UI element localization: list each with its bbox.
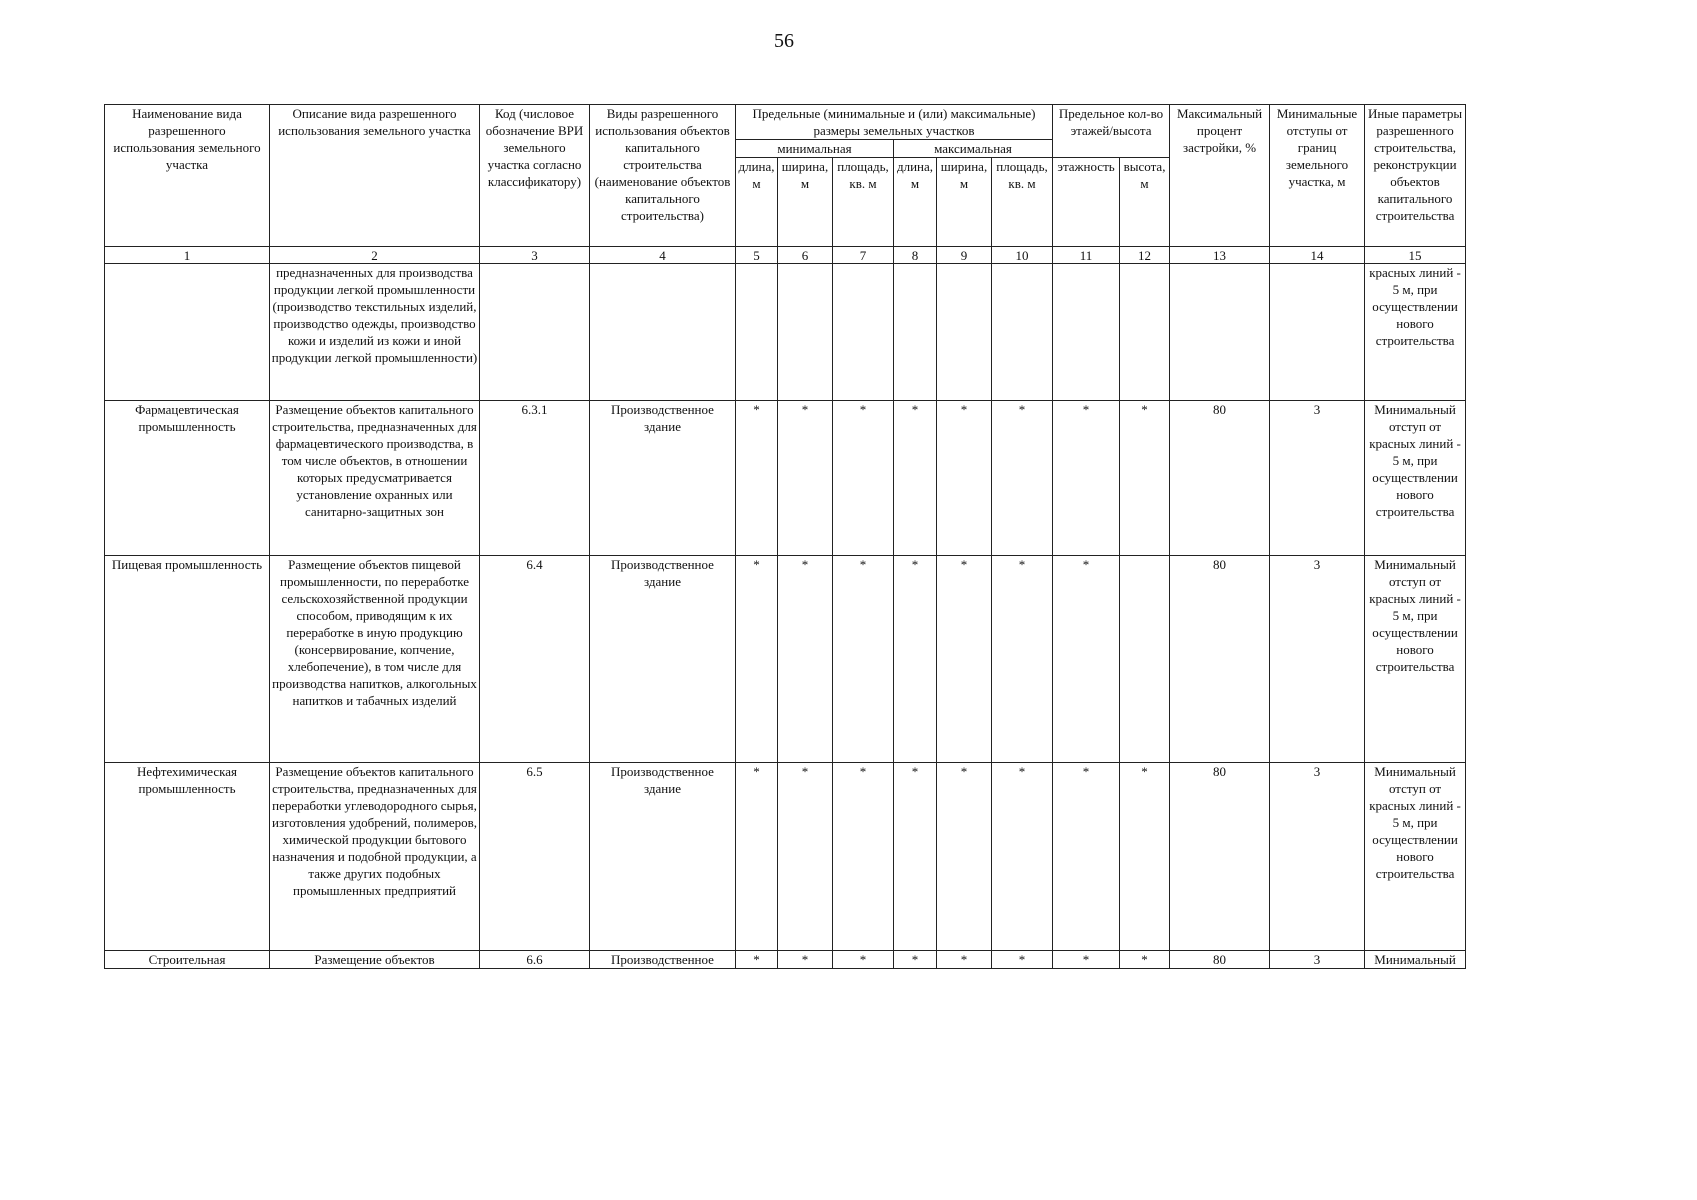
header-code: Код (числовое обозначение ВРИ земельного участка согласно классификатору) [480, 105, 590, 247]
header-minimum: минимальная [736, 140, 894, 158]
cell-oks: Производственное [590, 951, 736, 969]
cell-name [105, 264, 270, 401]
cell-other: Минимальный отступ от красных линий - 5 м, при осуществлении нового строительства [1365, 556, 1466, 763]
cell-min-width [778, 264, 833, 401]
cell-percent [1170, 264, 1270, 401]
table-row [105, 264, 1466, 401]
cell-oks: Производственное здание [590, 763, 736, 951]
land-use-regulations-table [104, 104, 1466, 969]
header-height: высота, м [1120, 158, 1170, 247]
cell-percent: 80 [1170, 951, 1270, 969]
cell-min-length: * [736, 401, 778, 556]
column-number: 7 [833, 247, 894, 264]
cell-max-width: * [937, 556, 992, 763]
cell-description: предназначенных для производства продукции легкой промышленности (производство текстильных изделий, производство одежды, производство кожи и изделий из кожи и иной продукции легкой промышленности) [270, 264, 480, 401]
cell-max-width [937, 264, 992, 401]
cell-setback: 3 [1270, 401, 1365, 556]
cell-min-area [833, 264, 894, 401]
header-max-area: площадь, кв. м [992, 158, 1053, 247]
cell-min-width: * [778, 401, 833, 556]
table-row [105, 401, 1466, 556]
column-number-row [105, 247, 1466, 264]
cell-height [1120, 556, 1170, 763]
cell-min-width: * [778, 951, 833, 969]
cell-max-area [992, 264, 1053, 401]
header-max-building-percent: Максимальный процент застройки, % [1170, 105, 1270, 247]
column-number: 6 [778, 247, 833, 264]
header-land-use-description: Описание вида разрешенного использования земельного участка [270, 105, 480, 247]
cell-min-area: * [833, 401, 894, 556]
cell-height: * [1120, 951, 1170, 969]
cell-code: 6.3.1 [480, 401, 590, 556]
cell-setback: 3 [1270, 556, 1365, 763]
cell-description: Размещение объектов [270, 951, 480, 969]
cell-max-length [894, 264, 937, 401]
cell-min-length: * [736, 951, 778, 969]
cell-max-length: * [894, 401, 937, 556]
cell-max-area: * [992, 401, 1053, 556]
cell-setback [1270, 264, 1365, 401]
page-number: 56 [774, 30, 794, 52]
cell-floors: * [1053, 401, 1120, 556]
cell-oks [590, 264, 736, 401]
cell-floors: * [1053, 763, 1120, 951]
header-min-length: длина, м [736, 158, 778, 247]
cell-other: Минимальный отступ от красных линий - 5 м, при осуществлении нового строительства [1365, 763, 1466, 951]
cell-code [480, 264, 590, 401]
column-number: 3 [480, 247, 590, 264]
cell-other: Минимальный отступ от красных линий - 5 м, при осуществлении нового строительства [1365, 401, 1466, 556]
column-number: 9 [937, 247, 992, 264]
cell-code: 6.6 [480, 951, 590, 969]
cell-percent: 80 [1170, 556, 1270, 763]
column-number: 5 [736, 247, 778, 264]
cell-other: Минимальный [1365, 951, 1466, 969]
column-number: 4 [590, 247, 736, 264]
cell-height: * [1120, 401, 1170, 556]
cell-name: Нефтехимическая промышленность [105, 763, 270, 951]
cell-max-width: * [937, 763, 992, 951]
cell-max-width: * [937, 401, 992, 556]
column-number: 8 [894, 247, 937, 264]
header-other-parameters: Иные параметры разрешенного строительства, реконструкции объектов капитального строительства [1365, 105, 1466, 247]
cell-floors: * [1053, 556, 1120, 763]
cell-code: 6.4 [480, 556, 590, 763]
cell-min-width: * [778, 763, 833, 951]
cell-name: Фармацевтическая промышленность [105, 401, 270, 556]
table-row [105, 556, 1466, 763]
header-max-width: ширина, м [937, 158, 992, 247]
header-plot-size-limits: Предельные (минимальные и (или) максимальные) размеры земельных участков [736, 105, 1053, 140]
column-number: 1 [105, 247, 270, 264]
cell-oks: Производственное здание [590, 401, 736, 556]
column-number: 14 [1270, 247, 1365, 264]
cell-name: Строительная [105, 951, 270, 969]
table-row [105, 763, 1466, 951]
cell-min-length: * [736, 556, 778, 763]
cell-description: Размещение объектов капитального строительства, предназначенных для фармацевтического производства, в том числе объектов, в отношении которых предусматривается установление охранных или санитарно-защитных зон [270, 401, 480, 556]
table-row [105, 951, 1466, 969]
header-min-area: площадь, кв. м [833, 158, 894, 247]
cell-min-area: * [833, 763, 894, 951]
cell-percent: 80 [1170, 763, 1270, 951]
header-floors-height-limits: Предельное кол-во этажей/высота [1053, 105, 1170, 158]
header-floors: этажность [1053, 158, 1120, 247]
column-number: 11 [1053, 247, 1120, 264]
cell-max-width: * [937, 951, 992, 969]
cell-percent: 80 [1170, 401, 1270, 556]
cell-code: 6.5 [480, 763, 590, 951]
cell-setback: 3 [1270, 763, 1365, 951]
header-land-use-name: Наименование вида разрешенного использования земельного участка [105, 105, 270, 247]
cell-min-length [736, 264, 778, 401]
header-min-setbacks: Минимальные отступы от границ земельного участка, м [1270, 105, 1365, 247]
header-oks-types: Виды разрешенного использования объектов капитального строительства (наименование объектов капитального строительства) [590, 105, 736, 247]
cell-min-width: * [778, 556, 833, 763]
cell-max-area: * [992, 556, 1053, 763]
cell-min-area: * [833, 951, 894, 969]
cell-floors [1053, 264, 1120, 401]
cell-max-length: * [894, 951, 937, 969]
column-number: 2 [270, 247, 480, 264]
cell-description: Размещение объектов капитального строительства, предназначенных для переработки углеводородного сырья, изготовления удобрений, полимеров, химической продукции бытового назначения и подобной продукции, а также других подобных промышленных предприятий [270, 763, 480, 951]
cell-description: Размещение объектов пищевой промышленности, по переработке сельскохозяйственной продукции способом, приводящим к их переработке в иную продукцию (консервирование, копчение, хлебопечение), в том числе для производства напитков, алкогольных напитков и табачных изделий [270, 556, 480, 763]
cell-max-length: * [894, 556, 937, 763]
header-max-length: длина, м [894, 158, 937, 247]
column-number: 13 [1170, 247, 1270, 264]
header-min-width: ширина, м [778, 158, 833, 247]
column-number: 15 [1365, 247, 1466, 264]
cell-min-area: * [833, 556, 894, 763]
cell-other: красных линий - 5 м, при осуществлении нового строительства [1365, 264, 1466, 401]
cell-height [1120, 264, 1170, 401]
cell-min-length: * [736, 763, 778, 951]
column-number: 10 [992, 247, 1053, 264]
cell-oks: Производственное здание [590, 556, 736, 763]
cell-floors: * [1053, 951, 1120, 969]
cell-max-length: * [894, 763, 937, 951]
cell-height: * [1120, 763, 1170, 951]
header-maximum: максимальная [894, 140, 1053, 158]
cell-setback: 3 [1270, 951, 1365, 969]
cell-name: Пищевая промышленность [105, 556, 270, 763]
cell-max-area: * [992, 951, 1053, 969]
cell-max-area: * [992, 763, 1053, 951]
column-number: 12 [1120, 247, 1170, 264]
